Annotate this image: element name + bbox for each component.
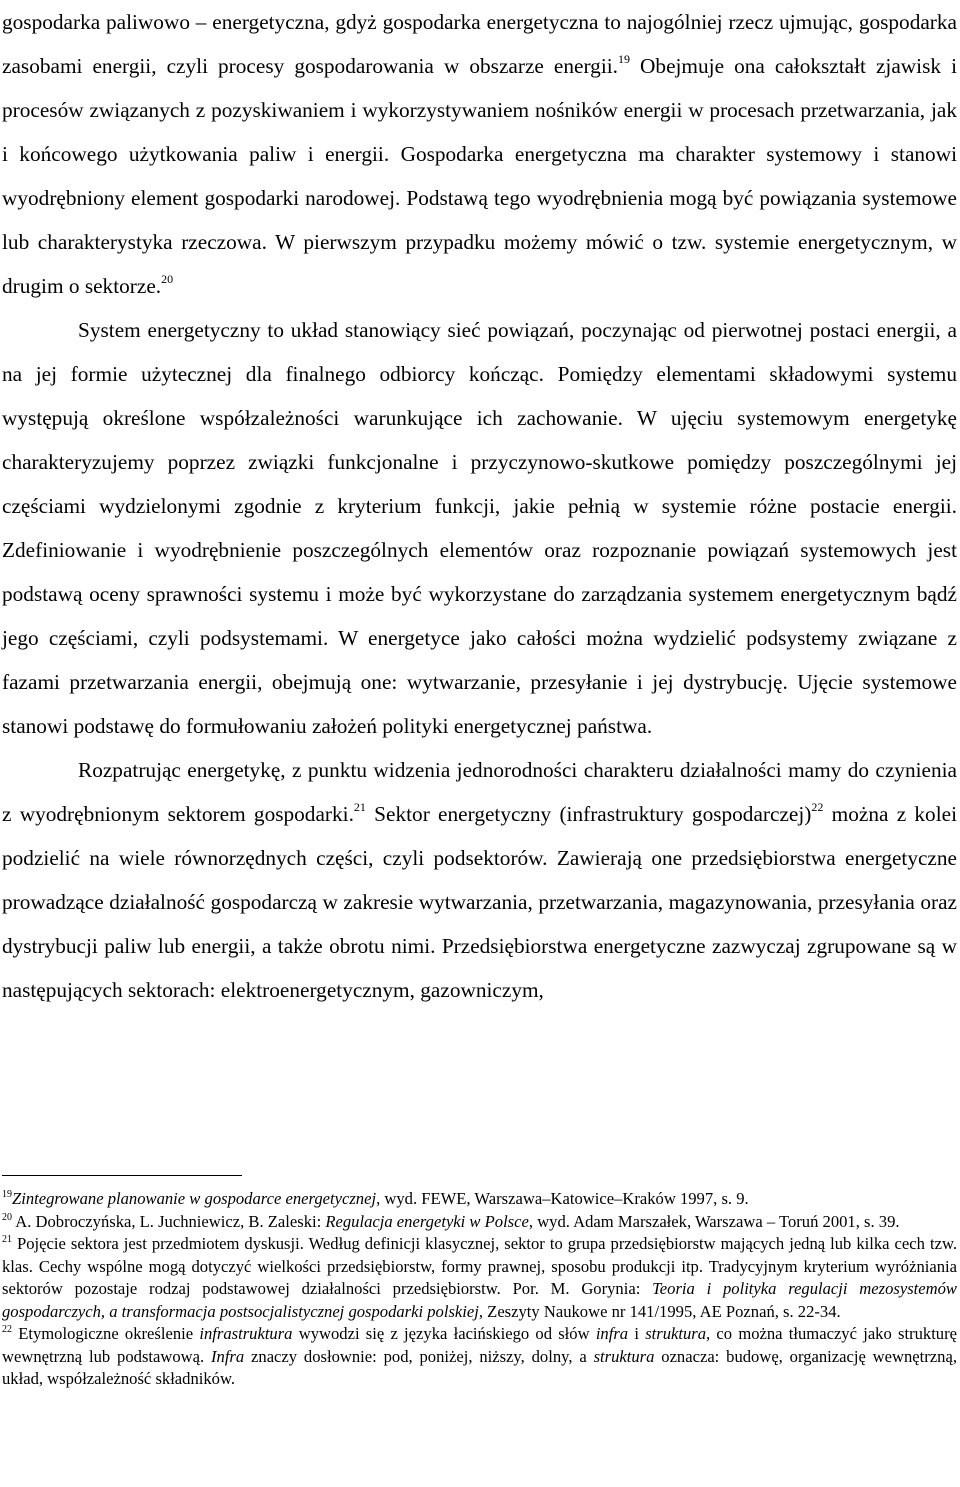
footnote-19-title: Zintegrowane planowanie w gospodarce energetycznej — [12, 1189, 377, 1208]
footnote-19-rest: , wyd. FEWE, Warszawa–Katowice–Kraków 1997, s. 9. — [376, 1189, 749, 1208]
footnote-ref-21[interactable]: 21 — [353, 800, 366, 814]
footnote-20-title: Regulacja energetyki w Polsce — [325, 1211, 529, 1231]
footnote-22-italic-4: Infra — [211, 1346, 245, 1366]
footnote-21-number: 21 — [2, 1234, 12, 1245]
footnote-20-number: 20 — [2, 1211, 12, 1223]
footnote-19-number: 19 — [2, 1189, 12, 1200]
main-text — [2, 0, 957, 1012]
paragraph-1 — [2, 0, 957, 308]
footnote-22-text-6: oznacza: budowę, organizację wewnętrzną, układ, współzależność składników. — [2, 1346, 957, 1388]
footnote-separator — [2, 1175, 242, 1176]
footnote-22-italic-5: struktura — [593, 1346, 655, 1366]
footnote-ref-19[interactable]: 19 — [617, 52, 630, 66]
footnote-22-italic-1: infrastruktura — [199, 1324, 293, 1343]
footnote-20-rest: , wyd. Adam Marszałek, Warszawa – Toruń 2001, s. 39. — [528, 1211, 900, 1231]
footnote-22-text-3: i — [628, 1324, 646, 1343]
footnote-21-text: Pojęcie sektora jest przedmiotem dyskusji. Według definicji klasycznej, sektor to grupa przedsiębiorstw mających jedną lub kilka cech tzw. klas. Cechy wspólne mogą dotyczyć wielkości przedsiębiorstw, formy prawnej, sposobu produkcji itp. Tradycyjnym kryterium wyróżniania sektorów pozostaje rodzaj podstawowej działalności przedsiębiorstw. Por. M. Gorynia: — [2, 1234, 957, 1298]
footnote-21 — [2, 1233, 957, 1323]
footnote-19 — [2, 1188, 957, 1211]
paragraph-1-text-b: Obejmuje ona całokształt zjawisk i procesów związanych z pozyskiwaniem i wykorzystywaniem nośników energii w procesach przetwarzania, jak i końcowego użytkowania paliw i energii. Gospodarka energetyczna ma charakter systemowy i stanowi wyodrębniony element gospodarki narodowej. Podstawą tego wyodrębnienia mogą być powiązania systemowe lub charakterystyka rzeczowa. W pierwszym przypadku możemy mówić o tzw. systemie energetycznym, w drugim o sektorze. — [2, 54, 958, 298]
footnote-22-text-5: znaczy dosłownie: pod, poniżej, niższy, dolny, a — [244, 1346, 594, 1366]
footnote-22-text-2: wywodzi się z języka łacińskiego od słów — [292, 1324, 596, 1343]
footnote-ref-20[interactable]: 20 — [161, 272, 174, 286]
paragraph-3-text-c: można z kolei podzielić na wiele równorzędnych części, czyli podsektorów. Zawierają one przedsiębiorstwa energetyczne prowadzące działalność gospodarczą w zakresie wytwarzania, przetwarzania, magazynowania, przesyłania oraz dystrybucji paliw lub energii, a także obrotu nimi. Przedsiębiorstwa energetyczne zazwyczaj zgrupowane są w następujących sektorach: elektroenergetycznym, gazowniczym, — [2, 802, 957, 1002]
footnote-22-number: 22 — [2, 1324, 12, 1335]
paragraph-1-text-a: gospodarka paliwowo – energetyczna, gdyż gospodarka energetyczna to najogólniej rzecz ujmując, gospodarka zasobami energii, czyli procesy gospodarowania w obszarze energii. — [2, 10, 957, 78]
footnote-22 — [2, 1323, 957, 1391]
footnote-22-text-4: co można tłumaczyć jako strukturę wewnętrzną lub podstawową. — [2, 1324, 957, 1366]
paragraph-3 — [2, 748, 957, 1012]
paragraph-3-text-a: Rozpatrując energetykę, z punktu widzenia jednorodności charakteru działalności mamy do czynienia z wyodrębnionym sektorem gospodarki. — [2, 758, 957, 826]
paragraph-3-text-b: Sektor energetyczny (infrastruktury gospodarczej) — [365, 802, 812, 826]
footnote-21-rest: Zeszyty Naukowe nr 141/1995, AE Poznań, s. 22-34. — [483, 1301, 841, 1321]
paragraph-2-text: System energetyczny to układ stanowiący sieć powiązań, poczynając od pierwotnej postaci energii, a na jej formie użytecznej dla finalnego odbiorcy kończąc. Pomiędzy elementami składowymi systemu występują określone współzależności warunkujące ich zachowanie. W ujęciu systemowym energetykę charakteryzujemy poprzez związki funkcjonalne i przyczynowo-skutkowe pomiędzy poszczególnymi jej częściami wydzielonymi zgodnie z kryterium funkcji, jakie pełnią w systemie różne postacie energii. Zdefiniowanie i wyodrębnienie poszczególnych elementów oraz rozpoznanie powiązań systemowych jest podstawą oceny sprawności systemu i może być wykorzystane do zarządzania systemem energetycznym bądź jego częściami, czyli podsystemami. W energetyce jako całości można wydzielić podsystemy związane z fazami przetwarzania energii, obejmują one: wytwarzanie, przesyłanie i jej dystrybucję. Ujęcie systemowe stanowi podstawę do formułowaniu założeń polityki energetycznej państwa. — [2, 318, 957, 738]
footnote-20-authors: A. Dobroczyńska, L. Juchniewicz, B. Zaleski: — [12, 1211, 326, 1231]
footnote-22-text-1: Etymologiczne określenie — [12, 1324, 200, 1343]
document-page — [2, 0, 957, 1012]
footnote-21-title: Teoria i polityka regulacji mezosystemów gospodarczych, a transformacja postsocjalistycznej gospodarki polskiej, — [2, 1279, 958, 1321]
footnote-ref-22[interactable]: 22 — [811, 800, 824, 814]
footnote-22-italic-2: infra — [595, 1324, 629, 1343]
footnote-22-italic-3: struktura, — [645, 1324, 711, 1343]
footnotes — [2, 1188, 957, 1391]
paragraph-2 — [2, 308, 957, 748]
footnote-20 — [2, 1211, 957, 1234]
